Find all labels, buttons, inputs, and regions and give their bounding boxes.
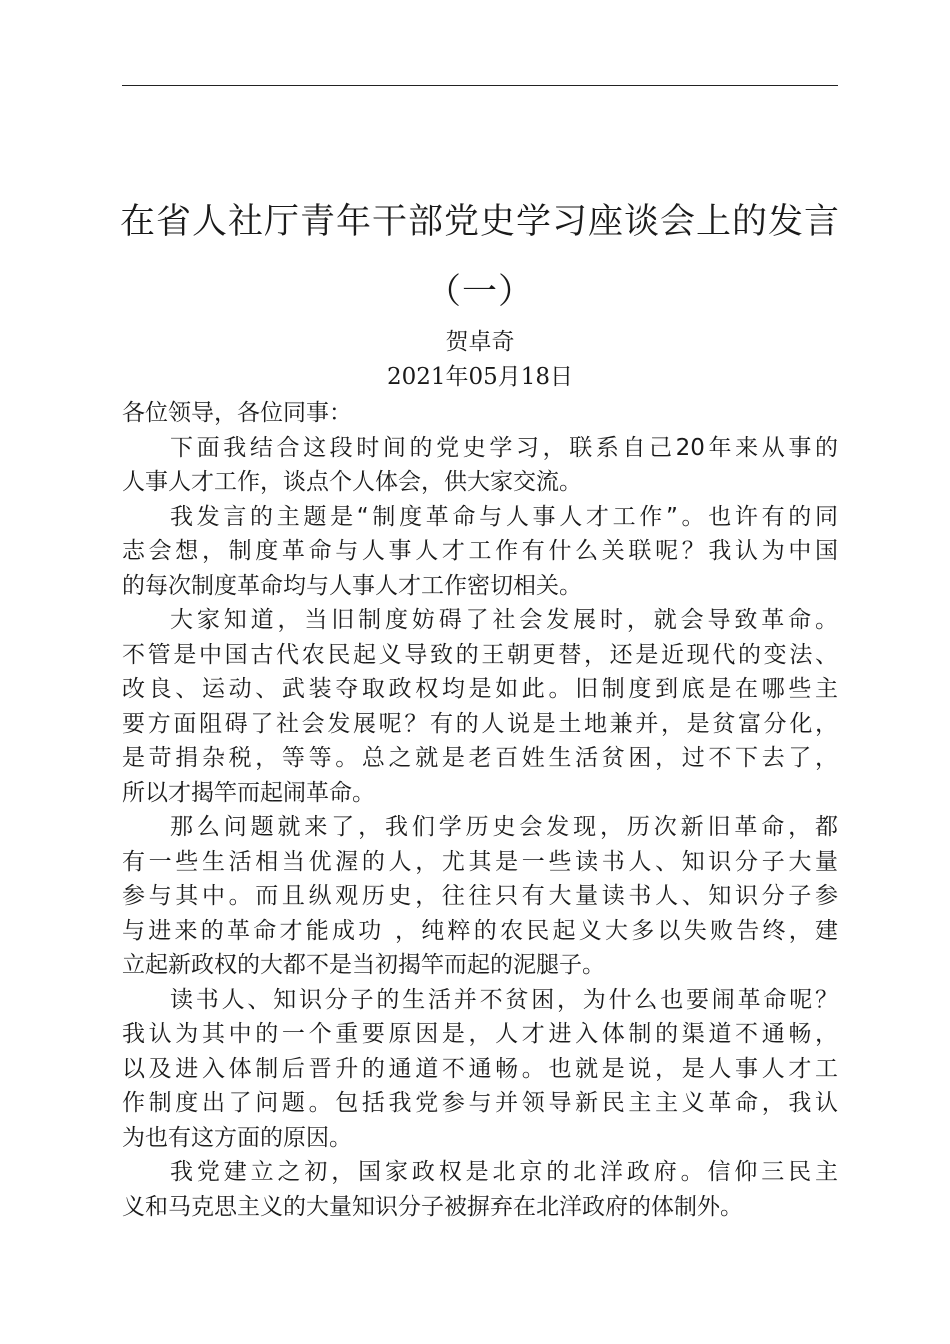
text-line: 志会想，制度革命与人事人才工作有什么关联呢？我认为中国	[122, 538, 838, 564]
text-line: 改良、运动、武装夺取政权均是如此。旧制度到底是在哪些主	[122, 676, 838, 702]
text-line: 人事人才工作，谈点个人体会，供大家交流。	[122, 469, 582, 495]
text-line: 为也有这方面的原因。	[122, 1124, 352, 1151]
text-line: 读书人、知识分子的生活并不贫困，为什么也要闹革命呢？	[170, 986, 838, 1013]
speech-date: 2021年05月18日	[386, 364, 574, 390]
text-line: 与进来的革命才能成功 ，纯粹的农民起义大多以失败告终，建	[122, 917, 838, 944]
document-title: 在省人社厅青年干部党史学习座谈会上的发言	[119, 202, 840, 242]
text-line: 参与其中。而且纵观历史，往往只有大量读书人、知识分子参	[122, 883, 838, 909]
text-line: 义和马克思主义的大量知识分子被摒弃在北洋政府的体制外。	[122, 1193, 743, 1220]
text-line: 作制度出了问题。包括我党参与并领导新民主主义革命，我认	[122, 1090, 838, 1116]
header-rule	[122, 85, 838, 86]
text-line: 我认为其中的一个重要原因是，人才进入体制的渠道不通畅，	[122, 1021, 838, 1047]
text-line: 各位领导，各位同事：	[122, 400, 352, 426]
text-line: 立起新政权的大都不是当初揭竿而起的泥腿子。	[122, 952, 605, 978]
text-line: 有一些生活相当优渥的人，尤其是一些读书人、知识分子大量	[122, 848, 838, 875]
text-line: 不管是中国古代农民起义导致的王朝更替，还是近现代的变法、	[122, 641, 838, 668]
document-subtitle: （一）	[425, 272, 534, 312]
text-line: 那么问题就来了，我们学历史会发现，历次新旧革命，都	[170, 814, 838, 840]
text-line: 大家知道，当旧制度妨碍了社会发展时，就会导致革命。	[170, 607, 838, 633]
text-line: 以及进入体制后晋升的通道不通畅。也就是说，是人事人才工	[122, 1055, 838, 1082]
text-line: 我党建立之初，国家政权是北京的北洋政府。信仰三民主	[170, 1159, 838, 1185]
text-line: 是苛捐杂税，等等。总之就是老百姓生活贫困，过不下去了，	[122, 745, 838, 771]
speech-body	[122, 396, 838, 1224]
text-line: 所以才揭竿而起闹革命。	[122, 779, 375, 806]
text-line: 我发言的主题是“制度革命与人事人才工作”。也许有的同	[170, 503, 838, 530]
author-name: 贺卓奇	[445, 329, 515, 355]
text-line: 下面我结合这段时间的党史学习，联系自己20年来从事的	[170, 434, 838, 461]
text-line: 要方面阻碍了社会发展呢？有的人说是土地兼并，是贫富分化，	[122, 710, 838, 737]
text-line: 的每次制度革命均与人事人才工作密切相关。	[122, 572, 582, 599]
